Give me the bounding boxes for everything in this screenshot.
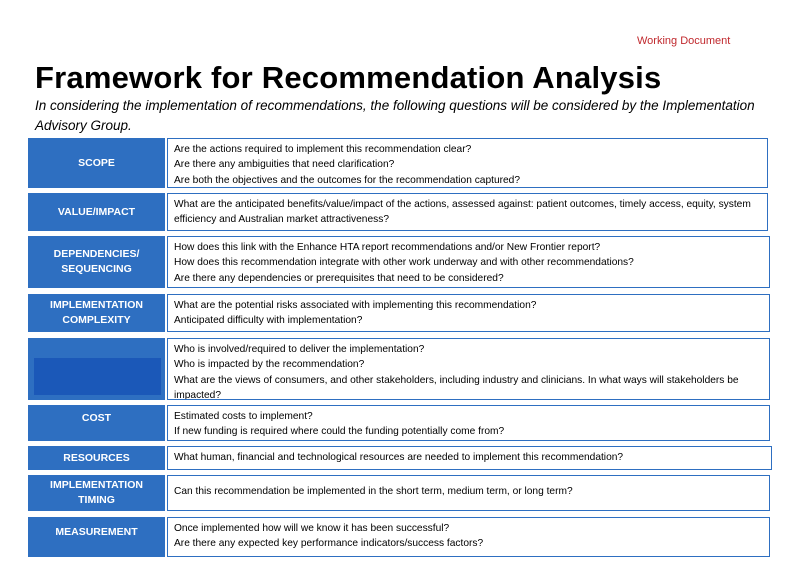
intro-text: In considering the implementation of recommendations, the following questions will be considered by the Implementation Advisory Group. (35, 98, 755, 133)
row-label: IMPLEMENTATION TIMING (28, 475, 165, 511)
questions-box (167, 236, 770, 288)
questions-box (167, 294, 770, 332)
question: Anticipated difficulty with implementation? (174, 315, 363, 327)
framework-row-measurement (28, 517, 770, 557)
question: How does this recommendation integrate with other work underway and with other recommendations? (174, 257, 634, 269)
question: Are there any ambiguities that need clarification? (174, 159, 395, 171)
framework-row-value-impact (28, 193, 768, 231)
row-label: IMPLEMENTATION COMPLEXITY (28, 294, 165, 332)
question: Are there any expected key performance indicators/success factors? (174, 538, 484, 550)
questions-box (167, 338, 770, 400)
question: What human, financial and technological resources are needed to implement this recommendation? (174, 452, 624, 463)
question: If new funding is required where could the funding potentially come from? (174, 426, 505, 438)
framework-row-implementation-complexity (28, 294, 770, 332)
question: Who is involved/required to deliver the implementation? (174, 344, 425, 355)
questions-box (167, 475, 770, 511)
questions-box (167, 517, 770, 557)
question: How does this link with the Enhance HTA report recommendations and/or New Frontier report? (174, 242, 601, 253)
framework-row-resources (28, 446, 772, 470)
page-title: Framework for Recommendation Analysis (35, 60, 662, 95)
question: What are the views of consumers, and other stakeholders, including industry and clinicians. In what ways will stakeholders be impacted? (174, 374, 739, 400)
questions-box (167, 405, 770, 441)
framework-row-implementation-timing (28, 475, 770, 511)
question: Can this recommendation be implemented in the short term, medium term, or long term? (174, 486, 573, 497)
question: Are both the objectives and the outcomes for the recommendation captured? (174, 174, 521, 186)
question: Once implemented how will we know it has been successful? (174, 523, 450, 534)
highlight-block (34, 358, 161, 395)
row-label: VALUE/IMPACT (28, 193, 165, 231)
row-label: RESOURCES (28, 446, 165, 470)
framework-row-cost (28, 405, 770, 441)
row-label: MEASUREMENT (28, 517, 165, 557)
row-label: SCOPE (28, 138, 165, 188)
questions-box (167, 446, 772, 470)
question: Who is impacted by the recommendation? (174, 359, 365, 371)
questions-box (167, 193, 768, 231)
question: Are the actions required to implement this recommendation clear? (174, 144, 472, 155)
question: Are there any dependencies or prerequisites that need to be considered? (174, 272, 504, 284)
working-document-label: Working Document (637, 35, 731, 47)
framework-row-dependencies (28, 236, 770, 288)
row-label: COST (28, 405, 165, 441)
question: Estimated costs to implement? (174, 411, 313, 422)
framework-row-scope (28, 138, 768, 188)
questions-box (167, 138, 768, 188)
row-label: DEPENDENCIES/ SEQUENCING (28, 236, 165, 288)
question: What are the potential risks associated with implementing this recommendation? (174, 300, 537, 311)
question: What are the anticipated benefits/value/impact of the actions, assessed against: patient outcomes, timely access, equity, system efficiency and Australian market attractiveness? (174, 199, 751, 226)
